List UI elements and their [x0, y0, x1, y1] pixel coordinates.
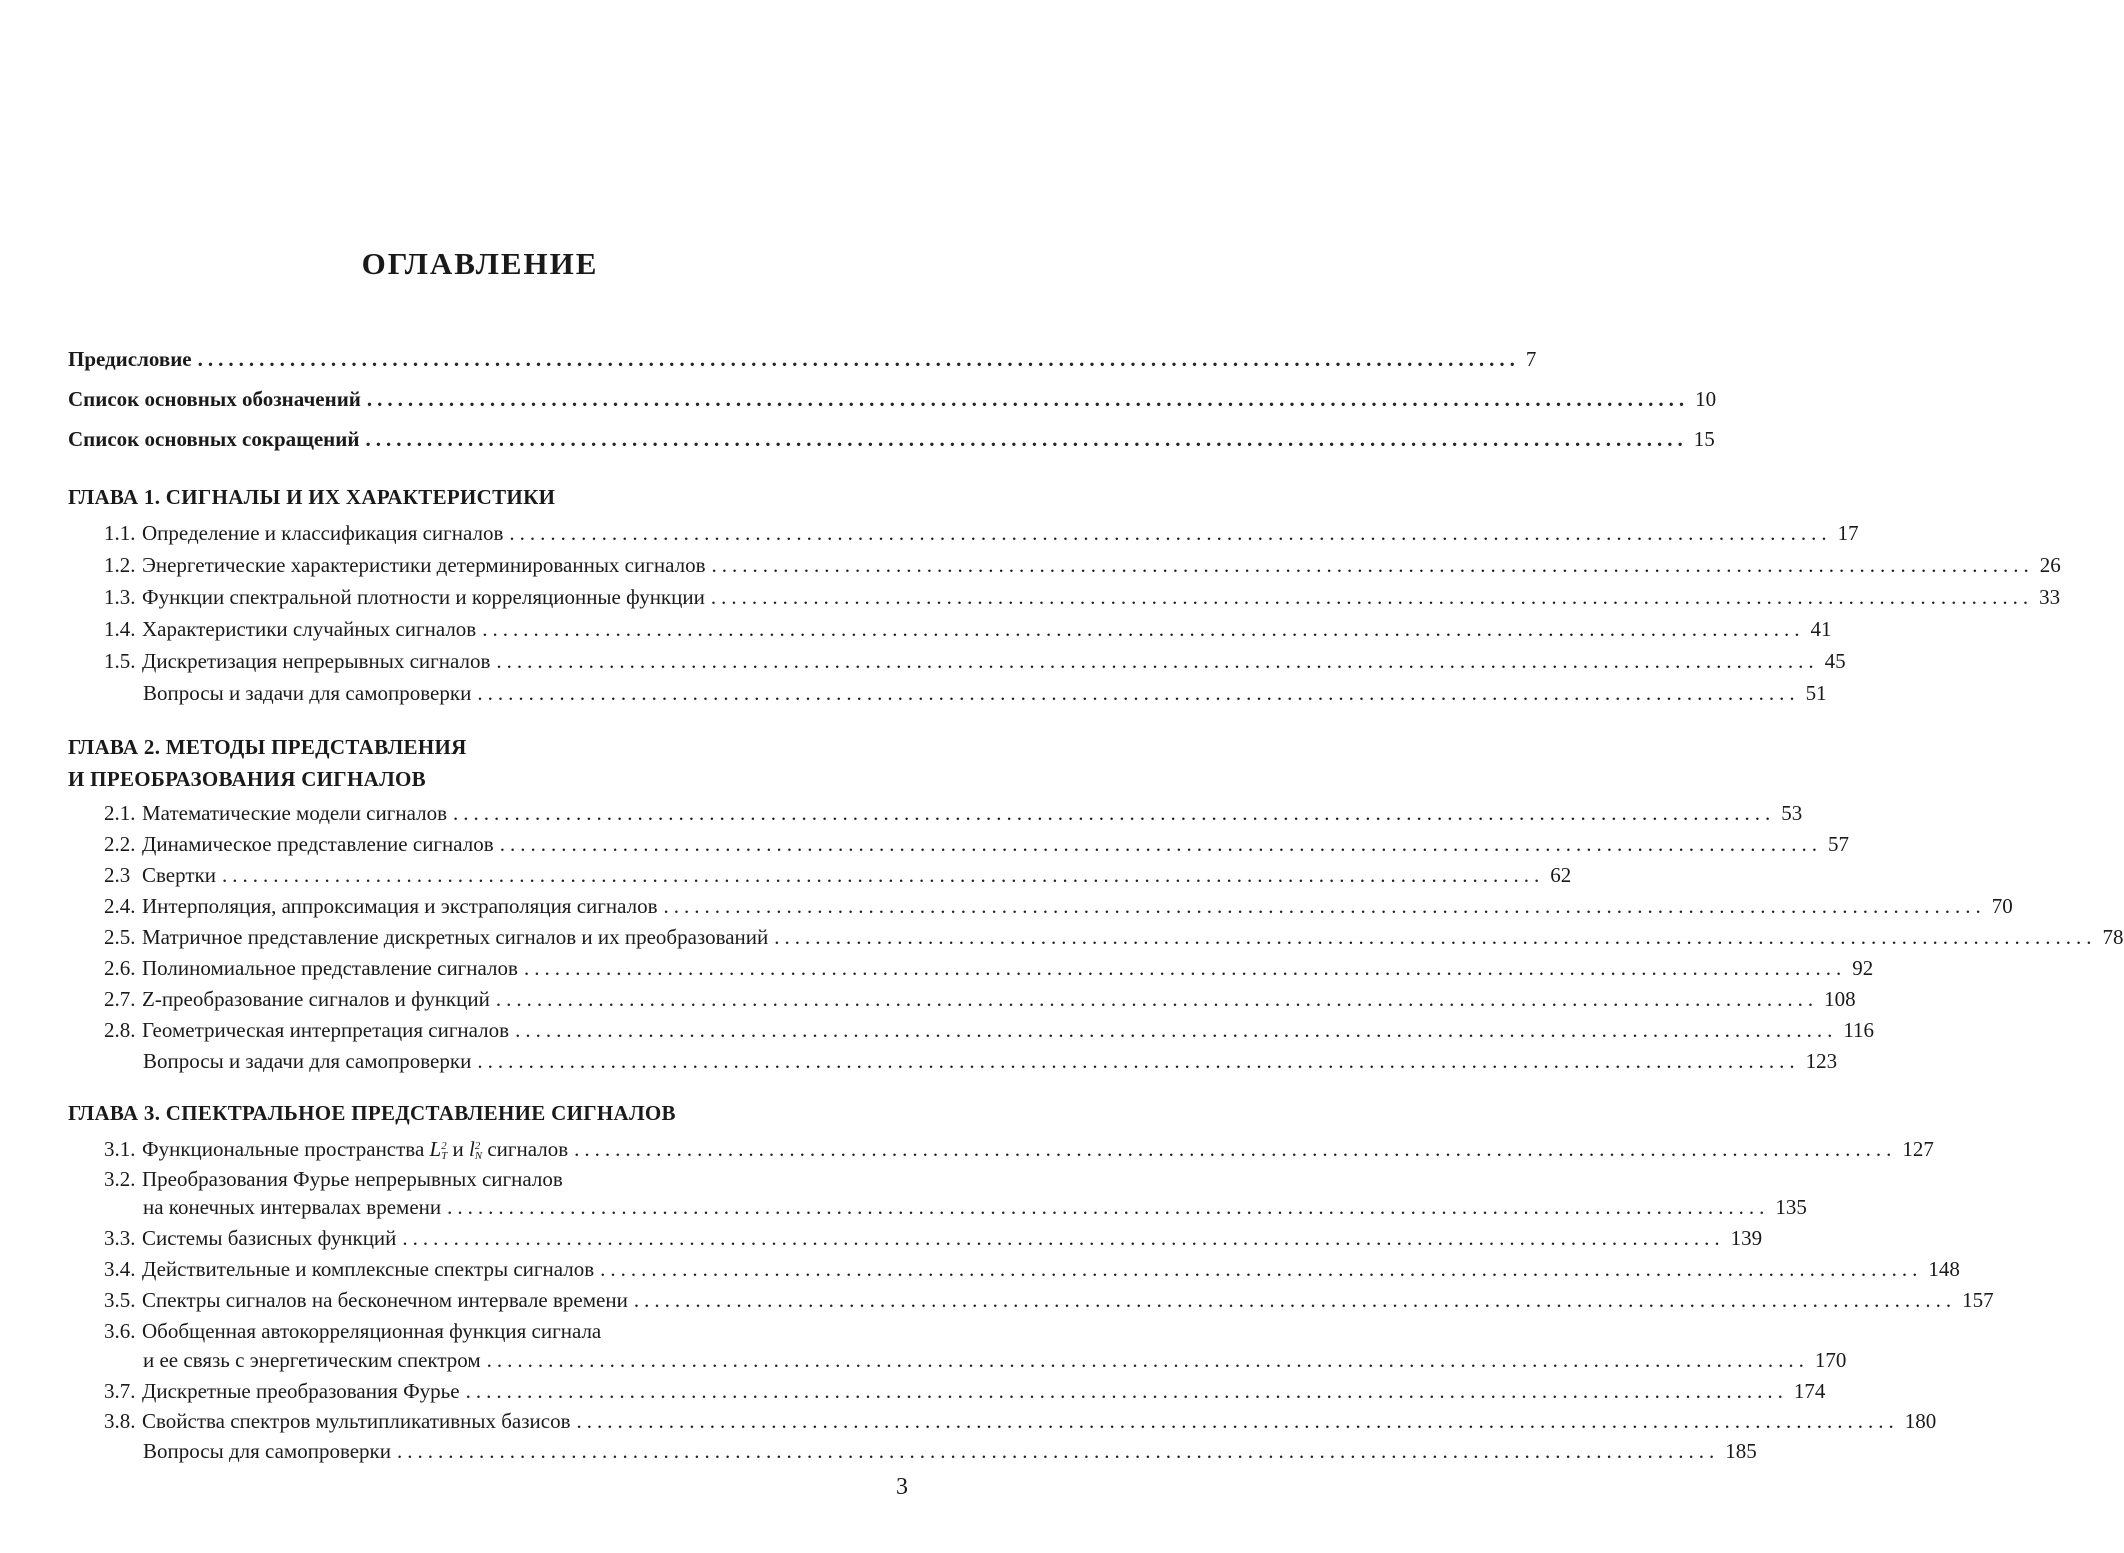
- math-l2N: l 2 N: [468, 1137, 483, 1163]
- leader-dots: .................................................................................................................................: [515, 1018, 1838, 1042]
- toc-entry[interactable]: [104, 1256, 1960, 1282]
- toc-entry-title: Дискретные преобразования Фурье: [142, 1379, 460, 1403]
- toc-entry[interactable]: [104, 831, 1849, 857]
- toc-entry[interactable]: [143, 1347, 1847, 1373]
- leader-dots: .................................................................................................................................: [523, 956, 1847, 980]
- leader-dots: .................................................................................................................................: [366, 387, 1690, 411]
- leader-dots: .................................................................................................................................: [710, 585, 2034, 609]
- toc-entry-page: 139: [1730, 1226, 1763, 1250]
- toc-entry[interactable]: [104, 1136, 1934, 1163]
- leader-dots: .................................................................................................................................: [486, 1348, 1809, 1372]
- section-number: 3.4.: [104, 1257, 136, 1281]
- toc-entry-title: Дискретизация непрерывных сигналов: [142, 649, 491, 673]
- toc-entry-title: Функциональные пространства: [142, 1137, 425, 1161]
- toc-entry[interactable]: [143, 1194, 1807, 1220]
- toc-entry-page: 53: [1781, 801, 1803, 825]
- toc-entry-title: Свертки: [142, 863, 216, 887]
- toc-entry-page: 123: [1805, 1049, 1838, 1073]
- toc-entry[interactable]: [143, 680, 1827, 706]
- toc-entry-title: Вопросы и задачи для самопроверки: [143, 681, 472, 705]
- toc-entry-title: Список основных обозначений: [68, 387, 361, 411]
- toc-entry-page: 108: [1824, 987, 1856, 1011]
- toc-entry-page: 180: [1904, 1409, 1937, 1433]
- toc-entry-page: 116: [1843, 1018, 1875, 1042]
- section-number: 1.3.: [104, 585, 136, 609]
- section-number: 2.7.: [104, 987, 136, 1011]
- leader-dots: .................................................................................................................................: [509, 521, 1832, 545]
- leader-dots: .................................................................................................................................: [477, 1049, 1800, 1073]
- toc-entry-title: Предисловие: [68, 347, 192, 371]
- toc-entry-notation[interactable]: [68, 386, 1717, 412]
- toc-entry-title: Характеристики случайных сигналов: [142, 617, 477, 641]
- toc-entry-title: Z-преобразование сигналов и функций: [142, 987, 490, 1011]
- toc-entry[interactable]: [143, 1048, 1838, 1074]
- math-conjunction: и: [452, 1137, 464, 1161]
- toc-entry-page: 174: [1793, 1379, 1826, 1403]
- toc-entry[interactable]: [104, 616, 1832, 642]
- toc-entry[interactable]: [104, 1225, 1763, 1251]
- toc-entry-page: 57: [1827, 832, 1849, 856]
- toc-entry-title: Определение и классификация сигналов: [142, 521, 504, 545]
- toc-entry-title: Математические модели сигналов: [142, 801, 447, 825]
- toc-entry-page: 15: [1693, 427, 1715, 451]
- leader-dots: .................................................................................................................................: [576, 1409, 1899, 1433]
- section-number: 3.1.: [104, 1137, 136, 1161]
- toc-entry-title: Обобщенная автокорреляционная функция сигнала: [142, 1319, 602, 1343]
- toc-entry-page: 70: [1991, 894, 2013, 918]
- toc-entry-title: Системы базисных функций: [142, 1226, 397, 1250]
- leader-dots: .................................................................................................................................: [477, 681, 1800, 705]
- toc-entry-page: 51: [1805, 681, 1827, 705]
- toc-entry[interactable]: [104, 584, 2061, 610]
- section-number: 3.6.: [104, 1319, 136, 1343]
- toc-entry-title: Вопросы и задачи для самопроверки: [143, 1049, 472, 1073]
- section-number: 3.7.: [104, 1379, 136, 1403]
- toc-entry-title: Вопросы для самопроверки: [143, 1439, 392, 1463]
- section-number: 2.1.: [104, 801, 136, 825]
- toc-entry-page: 185: [1725, 1439, 1757, 1463]
- toc-entry-page: 41: [1810, 617, 1832, 641]
- leader-dots: .................................................................................................................................: [482, 617, 1805, 641]
- math-L2T: L 2 T: [429, 1137, 448, 1163]
- toc-entry-title: Полиномиальное представление сигналов: [142, 956, 518, 980]
- page-title: ОГЛАВЛЕНИЕ: [361, 246, 599, 281]
- leader-dots: .................................................................................................................................: [574, 1137, 1897, 1161]
- leader-dots: .................................................................................................................................: [663, 894, 1986, 918]
- leader-dots: .................................................................................................................................: [499, 832, 1822, 856]
- section-number: 2.5.: [104, 925, 136, 949]
- section-number: 3.5.: [104, 1288, 136, 1312]
- toc-entry-page: 62: [1550, 863, 1572, 887]
- leader-dots: .................................................................................................................................: [711, 553, 2034, 577]
- toc-entry[interactable]: [104, 552, 2061, 578]
- section-number: 2.8.: [104, 1018, 136, 1042]
- toc-entry[interactable]: [104, 893, 2013, 919]
- leader-dots: .................................................................................................................................: [402, 1226, 1725, 1250]
- toc-entry-title: Действительные и комплексные спектры сигналов: [142, 1257, 595, 1281]
- toc-entry[interactable]: [104, 924, 2124, 950]
- toc-entry-abbreviations[interactable]: [68, 426, 1715, 452]
- section-number: 1.1.: [104, 521, 136, 545]
- chapter-2-heading-line2: И ПРЕОБРАЗОВАНИЯ СИГНАЛОВ: [68, 767, 426, 791]
- leader-dots: .................................................................................................................................: [197, 347, 1520, 371]
- toc-entry-page: 127: [1902, 1137, 1934, 1161]
- chapter-3-heading[interactable]: ГЛАВА 3. СПЕКТРАЛЬНОЕ ПРЕДСТАВЛЕНИЕ СИГНАЛОВ: [68, 1101, 676, 1125]
- section-number: 2.2.: [104, 832, 136, 856]
- toc-entry[interactable]: [104, 955, 1874, 981]
- toc-entry-page: 92: [1852, 956, 1874, 980]
- section-number: 1.4.: [104, 617, 136, 641]
- toc-entry-page: 135: [1775, 1195, 1807, 1219]
- toc-entry-page: 170: [1814, 1348, 1847, 1372]
- toc-entry[interactable]: [104, 862, 1572, 888]
- section-number: 3.8.: [104, 1409, 136, 1433]
- section-number: 1.5.: [104, 649, 136, 673]
- toc-entry[interactable]: [104, 1017, 1875, 1043]
- chapter-2-heading[interactable]: ГЛАВА 2. МЕТОДЫ ПРЕДСТАВЛЕНИЯ: [68, 735, 467, 759]
- toc-entry-title: Динамическое представление сигналов: [142, 832, 494, 856]
- toc-entry-title: Спектры сигналов на бесконечном интервале времени: [142, 1288, 628, 1312]
- toc-entry-page: 148: [1928, 1257, 1960, 1281]
- toc-entry-title: Список основных сокращений: [68, 427, 360, 451]
- toc-entry-line1[interactable]: [104, 1166, 908, 1192]
- leader-dots: .................................................................................................................................: [453, 801, 1776, 825]
- toc-entry[interactable]: [104, 1378, 1826, 1404]
- leader-dots: .................................................................................................................................: [447, 1195, 1770, 1219]
- toc-entry-page: 26: [2039, 553, 2061, 577]
- section-number: 2.3: [104, 863, 131, 887]
- leader-dots: .................................................................................................................................: [600, 1257, 1923, 1281]
- toc-entry-line1[interactable]: [104, 1318, 908, 1344]
- leader-dots: .................................................................................................................................: [221, 863, 1545, 887]
- toc-entry-title-end: сигналов: [487, 1137, 569, 1161]
- section-number: 3.2.: [104, 1167, 136, 1191]
- toc-entry-page: 10: [1695, 387, 1717, 411]
- toc-entry-title: Матричное представление дискретных сигналов и их преобразований: [142, 925, 769, 949]
- toc-entry-page: 157: [1962, 1288, 1994, 1312]
- toc-entry-page: 7: [1525, 347, 1537, 371]
- chapter-1-heading[interactable]: ГЛАВА 1. СИГНАЛЫ И ИХ ХАРАКТЕРИСТИКИ: [68, 485, 556, 509]
- toc-entry[interactable]: [104, 648, 1846, 674]
- toc-entry[interactable]: [104, 800, 1803, 826]
- leader-dots: .................................................................................................................................: [495, 987, 1819, 1011]
- toc-entry-page: 17: [1837, 521, 1859, 545]
- toc-entry[interactable]: [104, 1408, 1937, 1434]
- toc-entry-title: Свойства спектров мультипликативных базисов: [142, 1409, 571, 1433]
- toc-entry[interactable]: [104, 986, 1856, 1012]
- toc-entry-preface[interactable]: [68, 346, 1537, 372]
- section-number: 2.6.: [104, 956, 136, 980]
- page-number: 3: [896, 1474, 908, 1500]
- toc-entry-title-cont: на конечных интервалах времени: [143, 1195, 442, 1219]
- toc-entry-title-cont: и ее связь с энергетическим спектром: [143, 1348, 481, 1372]
- toc-entry-title: Интерполяция, аппроксимация и экстраполяция сигналов: [142, 894, 658, 918]
- toc-entry-page: 45: [1824, 649, 1846, 673]
- toc-entry-title: Функции спектральной плотности и корреляционные функции: [142, 585, 705, 609]
- toc-entry[interactable]: [104, 520, 1859, 546]
- toc-entry-title: Энергетические характеристики детерминированных сигналов: [142, 553, 706, 577]
- leader-dots: .................................................................................................................................: [633, 1288, 1957, 1312]
- leader-dots: .................................................................................................................................: [465, 1379, 1788, 1403]
- toc-entry-page: 78: [2102, 925, 2124, 949]
- leader-dots: .................................................................................................................................: [397, 1439, 1720, 1463]
- section-number: 2.4.: [104, 894, 136, 918]
- toc-entry[interactable]: [143, 1438, 1757, 1464]
- section-number: 1.2.: [104, 553, 136, 577]
- leader-dots: .................................................................................................................................: [365, 427, 1688, 451]
- toc-entry-page: 33: [2039, 585, 2061, 609]
- toc-entry-title: Преобразования Фурье непрерывных сигналов: [142, 1167, 563, 1191]
- section-number: 3.3.: [104, 1226, 136, 1250]
- toc-entry[interactable]: [104, 1287, 1994, 1313]
- toc-entry-title: Геометрическая интерпретация сигналов: [142, 1018, 510, 1042]
- leader-dots: .................................................................................................................................: [496, 649, 1819, 673]
- leader-dots: .................................................................................................................................: [774, 925, 2097, 949]
